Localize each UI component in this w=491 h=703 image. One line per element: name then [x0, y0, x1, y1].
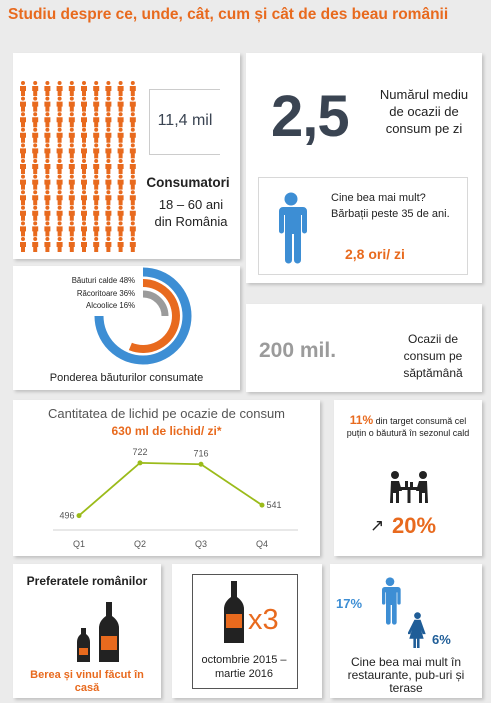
- person-icon: [44, 206, 50, 221]
- person-icon: [20, 112, 26, 127]
- person-icon: [20, 143, 26, 158]
- person-icon: [130, 237, 136, 252]
- person-icon: [93, 112, 99, 127]
- person-icon: [81, 143, 87, 158]
- people-grid-icon: [18, 79, 146, 255]
- share-labels: [43, 275, 135, 313]
- man-icon: [273, 192, 309, 264]
- venues-women-pct: 6%: [432, 632, 451, 647]
- person-icon: [32, 143, 38, 158]
- summer-desc: din target consumă cel puțin o băutură în sezonul cald: [346, 416, 470, 438]
- person-icon: [57, 175, 63, 190]
- person-icon: [81, 97, 87, 112]
- favorites-title: Preferatele românilor: [26, 574, 148, 588]
- person-icon: [130, 190, 136, 205]
- person-icon: [105, 237, 111, 252]
- weekly-desc: Ocazii de consum pe săptămână: [403, 332, 463, 380]
- person-icon: [105, 112, 111, 127]
- person-icon: [105, 190, 111, 205]
- person-icon: [105, 159, 111, 174]
- person-icon: [69, 221, 75, 236]
- person-icon: [32, 190, 38, 205]
- person-icon: [81, 175, 87, 190]
- wine-multiplier: x3: [248, 604, 279, 636]
- venues-panel: [330, 564, 482, 698]
- summer-panel: [334, 400, 482, 556]
- favorites-desc: Berea și vinul făcut în casă: [30, 669, 144, 694]
- venues-desc: Cine bea mai mult în restaurante, pub-uri și terase: [347, 655, 465, 695]
- x-tick-label: Q3: [194, 539, 208, 549]
- favorites-panel: [13, 564, 161, 698]
- person-icon: [105, 97, 111, 112]
- person-icon: [81, 159, 87, 174]
- data-point: [138, 460, 143, 465]
- data-point: [260, 503, 265, 508]
- x-tick-label: Q2: [133, 539, 147, 549]
- bottles-icon: [75, 600, 123, 664]
- person-icon: [130, 221, 136, 236]
- share-ring-2: [143, 294, 165, 316]
- wine-panel: [172, 564, 322, 698]
- consumers-count-box: [149, 89, 220, 155]
- summer-text: [342, 414, 474, 439]
- person-icon: [118, 112, 124, 127]
- who-drinks-question: Cine bea mai mult?: [331, 192, 426, 204]
- person-icon: [93, 206, 99, 221]
- series-line: [79, 463, 262, 516]
- person-icon: [93, 128, 99, 143]
- person-icon: [105, 143, 111, 158]
- person-icon: [44, 190, 50, 205]
- person-icon: [32, 237, 38, 252]
- person-icon: [93, 237, 99, 252]
- summer-pct: 11%: [349, 413, 374, 427]
- person-icon: [57, 159, 63, 174]
- person-icon: [105, 221, 111, 236]
- person-icon: [57, 81, 63, 96]
- person-icon: [69, 175, 75, 190]
- person-icon: [105, 128, 111, 143]
- person-icon: [130, 128, 136, 143]
- person-icon: [93, 97, 99, 112]
- share-label-hot: Băuturi calde 48%: [71, 276, 135, 285]
- woman-icon: [408, 612, 427, 649]
- person-icon: [118, 143, 124, 158]
- person-icon: [93, 143, 99, 158]
- person-icon: [130, 175, 136, 190]
- weekly-panel: [246, 304, 482, 392]
- person-icon: [105, 175, 111, 190]
- consumers-panel: [13, 53, 240, 259]
- chart-title: Cantitatea de lichid pe ocazie de consum: [47, 406, 286, 421]
- person-icon: [44, 159, 50, 174]
- person-icon: [130, 97, 136, 112]
- person-icon: [44, 221, 50, 236]
- share-label-soft: Răcoritoare 36%: [76, 288, 135, 298]
- person-icon: [69, 128, 75, 143]
- data-label: 716: [193, 448, 209, 459]
- share-caption: Ponderea băuturilor consumate: [49, 372, 204, 384]
- person-icon: [44, 97, 50, 112]
- who-drinks-box: [258, 177, 468, 275]
- x-tick-label: Q1: [72, 539, 86, 549]
- person-icon: [20, 97, 26, 112]
- person-icon: [118, 175, 124, 190]
- who-drinks-answer: Bărbații peste 35 de ani.: [331, 208, 450, 220]
- person-icon: [81, 112, 87, 127]
- person-icon: [69, 159, 75, 174]
- who-drinks-value: 2,8 ori/ zi: [345, 246, 405, 262]
- person-icon: [32, 97, 38, 112]
- person-icon: [93, 175, 99, 190]
- person-icon: [130, 159, 136, 174]
- person-icon: [57, 237, 63, 252]
- person-icon: [44, 237, 50, 252]
- x-tick-label: Q4: [255, 539, 269, 549]
- person-icon: [130, 81, 136, 96]
- person-icon: [57, 206, 63, 221]
- liquid-chart-panel: [13, 400, 320, 556]
- person-icon: [118, 190, 124, 205]
- person-icon: [118, 97, 124, 112]
- person-icon: [44, 175, 50, 190]
- person-icon: [69, 206, 75, 221]
- person-icon: [20, 81, 26, 96]
- person-icon: [20, 159, 26, 174]
- person-icon: [20, 128, 26, 143]
- weekly-value: 200 mil.: [259, 339, 337, 362]
- person-icon: [69, 143, 75, 158]
- person-icon: [130, 206, 136, 221]
- person-icon: [69, 97, 75, 112]
- person-icon: [57, 143, 63, 158]
- person-icon: [81, 237, 87, 252]
- wine-period: octombrie 2015 – martie 2016: [201, 654, 287, 680]
- data-label: 722: [132, 446, 148, 457]
- man-icon: [378, 576, 402, 626]
- person-icon: [130, 112, 136, 127]
- person-icon: [93, 190, 99, 205]
- person-icon: [93, 159, 99, 174]
- person-icon: [57, 190, 63, 205]
- person-icon: [81, 81, 87, 96]
- person-icon: [118, 128, 124, 143]
- person-icon: [69, 190, 75, 205]
- table-people-icon: [386, 470, 432, 506]
- chart-subtitle: 630 ml de lichid/ zi*: [111, 424, 222, 438]
- person-icon: [93, 81, 99, 96]
- occasions-panel: [246, 53, 482, 283]
- person-icon: [57, 97, 63, 112]
- person-icon: [118, 206, 124, 221]
- consumers-desc: 18 – 60 ani din România: [154, 197, 228, 229]
- person-icon: [105, 81, 111, 96]
- occasions-value: 2,5: [271, 84, 349, 149]
- person-icon: [44, 81, 50, 96]
- venues-men-pct: 17%: [336, 596, 363, 611]
- person-icon: [81, 128, 87, 143]
- person-icon: [118, 221, 124, 236]
- share-label-alcohol: Alcoolice 16%: [86, 301, 135, 310]
- person-icon: [44, 143, 50, 158]
- occasions-desc: Numărul mediu de ocazii de consum pe zi: [379, 87, 469, 136]
- person-icon: [118, 159, 124, 174]
- person-icon: [93, 221, 99, 236]
- share-panel: [13, 266, 240, 390]
- consumers-count: 11,4 mil: [157, 112, 213, 129]
- person-icon: [69, 237, 75, 252]
- person-icon: [81, 206, 87, 221]
- person-icon: [81, 221, 87, 236]
- person-icon: [57, 128, 63, 143]
- person-icon: [81, 190, 87, 205]
- person-icon: [32, 159, 38, 174]
- data-label: 496: [59, 510, 75, 521]
- consumers-label: Consumatori: [146, 175, 230, 190]
- person-icon: [32, 206, 38, 221]
- data-point: [77, 513, 82, 518]
- person-icon: [32, 221, 38, 236]
- person-icon: [105, 206, 111, 221]
- person-icon: [44, 112, 50, 127]
- person-icon: [130, 143, 136, 158]
- liquid-line-chart: [13, 400, 320, 556]
- summer-growth: 20%: [392, 513, 437, 538]
- person-icon: [57, 112, 63, 127]
- summer-arrow: ↗: [370, 516, 385, 535]
- person-icon: [44, 128, 50, 143]
- person-icon: [20, 221, 26, 236]
- person-icon: [57, 221, 63, 236]
- person-icon: [20, 206, 26, 221]
- person-icon: [20, 237, 26, 252]
- person-icon: [118, 81, 124, 96]
- data-label: 541: [266, 500, 282, 511]
- person-icon: [118, 237, 124, 252]
- person-icon: [32, 128, 38, 143]
- data-point: [199, 462, 204, 467]
- person-icon: [69, 81, 75, 96]
- person-icon: [32, 175, 38, 190]
- wine-bottle-icon: [224, 581, 244, 643]
- person-icon: [20, 175, 26, 190]
- person-icon: [32, 81, 38, 96]
- person-icon: [32, 112, 38, 127]
- page-title: Studiu despre ce, unde, cât, cum și cât de des beau românii: [8, 6, 449, 23]
- person-icon: [69, 112, 75, 127]
- person-icon: [20, 190, 26, 205]
